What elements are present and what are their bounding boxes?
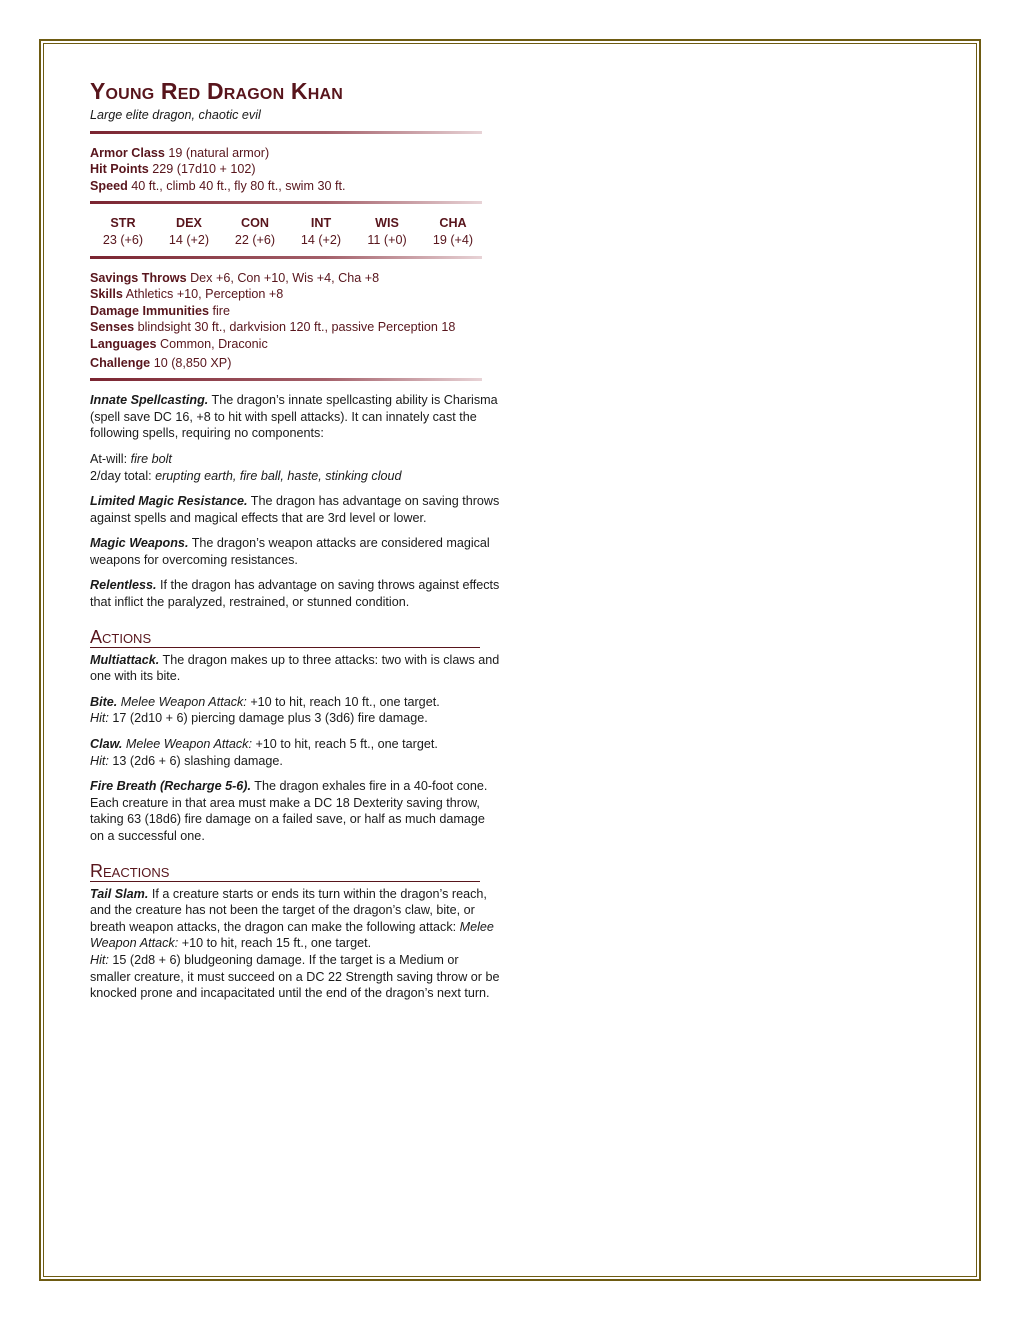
hit-label: Hit: xyxy=(90,711,109,726)
hit-points-line xyxy=(90,161,500,178)
ability-str xyxy=(90,215,156,248)
ability-abbr: INT xyxy=(310,216,332,231)
monster-type-line: Large elite dragon, chaotic evil xyxy=(90,108,261,122)
skills-label: Skills xyxy=(90,287,123,302)
armor-class-value: 19 (natural armor) xyxy=(168,145,270,160)
action-claw xyxy=(90,736,500,769)
trait-text: The dragon’s innate spellcasting ability is Charisma (spell save DC 16, +8 to hit with spell attacks). It can innately cast the following spells, requiring no components: xyxy=(90,393,498,441)
attack-text: +10 to hit, reach 10 ft., one target. xyxy=(250,694,440,709)
ability-abbr: WIS xyxy=(375,216,399,231)
languages-value: Common, Draconic xyxy=(159,336,268,351)
trait-innate-spellcasting xyxy=(90,392,500,442)
ability-score: 14 (+2) xyxy=(168,232,210,247)
trait-name: Limited Magic Resistance. xyxy=(90,494,248,509)
attack-type: Melee Weapon Attack: xyxy=(122,737,256,752)
ability-abbr: STR xyxy=(110,216,136,231)
stat-block xyxy=(90,78,500,1011)
attack-type: Melee Weapon Attack: xyxy=(117,694,251,709)
skills-line xyxy=(90,286,500,303)
ability-score: 19 (+4) xyxy=(432,232,474,247)
ability-int xyxy=(288,215,354,248)
senses-line xyxy=(90,319,500,336)
trait-limited-magic-resistance xyxy=(90,493,500,526)
action-name: Claw. xyxy=(90,737,123,752)
damage-immunities-value: fire xyxy=(212,303,230,318)
action-bite xyxy=(90,694,500,727)
challenge-label: Challenge xyxy=(90,355,151,370)
at-will-spells: fire bolt xyxy=(130,451,172,466)
armor-class-line xyxy=(90,145,500,162)
hit-points-value: 229 (17d10 + 102) xyxy=(152,162,256,177)
at-will-label: At-will: xyxy=(90,451,131,466)
ability-scores xyxy=(90,215,486,248)
divider-rule xyxy=(90,201,482,204)
damage-immunities-line xyxy=(90,303,500,320)
armor-class-label: Armor Class xyxy=(90,145,165,160)
ability-abbr: CON xyxy=(241,216,269,231)
hit-text: 17 (2d10 + 6) piercing damage plus 3 (3d6) fire damage. xyxy=(108,711,428,726)
divider-rule xyxy=(90,378,482,381)
damage-immunities-label: Damage Immunities xyxy=(90,303,209,318)
speed-label: Speed xyxy=(90,178,128,193)
divider-rule xyxy=(90,131,482,134)
reaction-tail-slam xyxy=(90,886,500,1002)
trait-name: Magic Weapons. xyxy=(90,536,189,551)
speed-line xyxy=(90,178,500,195)
hit-text: 13 (2d6 + 6) slashing damage. xyxy=(108,753,283,768)
trait-text: The dragon has advantage on saving throws against spells and magical effects that are 3rd level or lower. xyxy=(90,494,500,525)
trait-name: Relentless. xyxy=(90,578,157,593)
spell-list xyxy=(90,451,500,484)
trait-name: Innate Spellcasting. xyxy=(90,393,209,408)
reaction-text: If a creature starts or ends its turn within the dragon’s reach, and the creature has not been the target of the dragon’s claw, bite, or breath weapon attacks, the dragon can make the following attack: xyxy=(90,886,487,934)
monster-name: Young Red Dragon Khan xyxy=(90,78,343,104)
hit-points-label: Hit Points xyxy=(90,162,149,177)
trait-text: The dragon’s weapon attacks are considered magical weapons for overcoming resistances. xyxy=(90,536,490,567)
hit-label: Hit: xyxy=(90,952,109,967)
challenge-line xyxy=(90,355,500,372)
action-text: The dragon exhales fire in a 40-foot cone. Each creature in that area must make a DC 18 Dexterity saving throw, taking 63 (18d6) fire damage on a failed save, or half as much damage on a successful one. xyxy=(90,779,488,843)
action-multiattack xyxy=(90,652,500,685)
challenge-value: 10 (8,850 XP) xyxy=(153,355,232,370)
saving-throws-line xyxy=(90,270,500,287)
ability-score: 14 (+2) xyxy=(300,232,342,247)
action-name: Multiattack. xyxy=(90,652,160,667)
attack-text: +10 to hit, reach 5 ft., one target. xyxy=(255,737,438,752)
trait-relentless xyxy=(90,577,500,610)
saving-throws-label: Savings Throws xyxy=(90,270,187,285)
hit-label: Hit: xyxy=(90,753,109,768)
senses-value: blindsight 30 ft., darkvision 120 ft., passive Perception 18 xyxy=(137,320,456,335)
per-day-label: 2/day total: xyxy=(90,468,156,483)
senses-label: Senses xyxy=(90,320,135,335)
skills-value: Athletics +10, Perception +8 xyxy=(125,287,284,302)
divider-rule xyxy=(90,256,482,259)
action-text: The dragon makes up to three attacks: two with is claws and one with its bite. xyxy=(90,652,500,684)
attack-type: Melee Weapon Attack: xyxy=(90,919,494,951)
action-name: Bite. xyxy=(90,694,118,709)
trait-text: If the dragon has advantage on saving throws against effects that inflict the paralyzed, restrained, or stunned condition. xyxy=(90,578,500,610)
languages-label: Languages xyxy=(90,336,157,351)
speed-value: 40 ft., climb 40 ft., fly 80 ft., swim 30 ft. xyxy=(131,178,346,193)
ability-abbr: CHA xyxy=(439,216,467,231)
ability-wis xyxy=(354,215,420,248)
reaction-name: Tail Slam. xyxy=(90,886,149,901)
per-day-spells: erupting earth, fire ball, haste, stinking cloud xyxy=(155,468,402,483)
languages-line xyxy=(90,336,500,353)
actions-heading: Actions xyxy=(90,627,480,648)
action-name: Fire Breath (Recharge 5-6). xyxy=(90,779,251,794)
ability-score: 11 (+0) xyxy=(367,232,407,247)
ability-dex xyxy=(156,215,222,248)
ability-score: 23 (+6) xyxy=(102,232,144,247)
saving-throws-value: Dex +6, Con +10, Wis +4, Cha +8 xyxy=(190,270,380,285)
hit-text: 15 (2d8 + 6) bludgeoning damage. If the target is a Medium or smaller creature, it must succeed on a DC 22 Strength saving throw or be knocked prone and incapacitated until the end of the dragon’s next turn. xyxy=(90,952,500,1001)
reactions-heading: Reactions xyxy=(90,861,480,882)
trait-magic-weapons xyxy=(90,535,500,568)
ability-con xyxy=(222,215,288,248)
attack-text: +10 to hit, reach 15 ft., one target. xyxy=(181,936,372,951)
ability-cha xyxy=(420,215,486,248)
ability-score: 22 (+6) xyxy=(234,232,276,247)
action-fire-breath xyxy=(90,778,500,844)
ability-abbr: DEX xyxy=(176,216,202,231)
